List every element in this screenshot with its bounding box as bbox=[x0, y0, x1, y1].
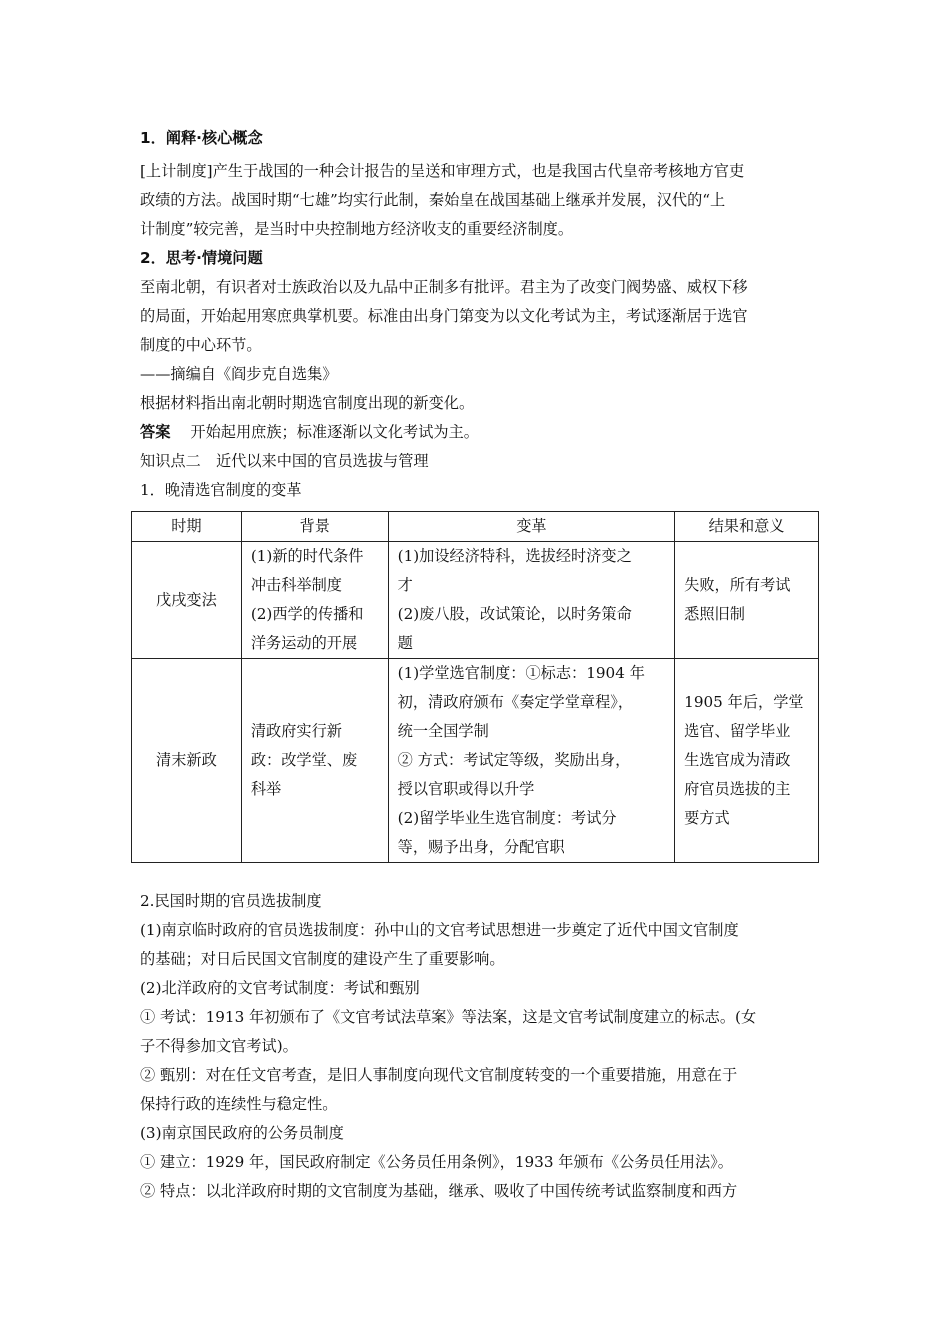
section1-line: [上计制度]产生于战国的一种会计报告的呈送和审理方式，也是我国古代皇帝考核地方官吏 bbox=[140, 162, 745, 180]
cell-text: 题 bbox=[397, 634, 413, 652]
cell-text: 冲击科举制度 bbox=[250, 576, 342, 594]
header-result: 结果和意义 bbox=[675, 512, 819, 542]
header-background: 背景 bbox=[241, 512, 388, 542]
answer-label: 答案 bbox=[140, 423, 171, 441]
cell-text: 初，清政府颁布《奏定学堂章程》， bbox=[397, 693, 634, 711]
cell-text: 统一全国学制 bbox=[397, 722, 489, 740]
cell-background bbox=[241, 542, 388, 659]
cell-period: 清末新政 bbox=[132, 659, 242, 863]
header-period: 时期 bbox=[132, 512, 242, 542]
cell-text: 失败，所有考试 bbox=[684, 576, 791, 594]
section1-line: 政绩的方法。战国时期“七雄”均实行此制，秦始皇在战国基础上继承并发展，汉代的“上 bbox=[140, 191, 726, 209]
section2-heading: 2．思考·情境问题 bbox=[140, 249, 263, 267]
cell-text: 悉照旧制 bbox=[684, 605, 745, 623]
cell-text: 要方式 bbox=[684, 809, 730, 827]
republic-line: (2)北洋政府的文官考试制度：考试和甄别 bbox=[140, 979, 420, 997]
cell-text: 等，赐予出身，分配官职 bbox=[397, 838, 565, 856]
cell-text: (2)西学的传播和 bbox=[250, 605, 364, 623]
source-citation: ——摘编自《阎步克自选集》 bbox=[140, 365, 338, 383]
cell-period: 戊戌变法 bbox=[132, 542, 242, 659]
cell-text: 生选官成为清政 bbox=[684, 751, 791, 769]
cell-text: (2)留学毕业生选官制度：考试分 bbox=[397, 809, 617, 827]
republic-heading: 2.民国时期的官员选拔制度 bbox=[140, 892, 322, 910]
republic-line: ① 建立：1929 年，国民政府制定《公务员任用条例》，1933 年颁布《公务员任用法》。 bbox=[140, 1153, 733, 1171]
cell-text: 洋务运动的开展 bbox=[250, 634, 358, 652]
cell-result bbox=[675, 659, 819, 863]
answer-line bbox=[140, 418, 820, 447]
cell-background bbox=[241, 659, 388, 863]
republic-line: ① 考试：1913 年初颁布了《文官考试法草案》等法案，这是文官考试制度建立的标志。(女 bbox=[140, 1008, 757, 1026]
late-qing-heading: 1．晚清选官制度的变革 bbox=[140, 481, 302, 499]
cell-text: 科举 bbox=[250, 780, 282, 798]
document-page bbox=[140, 124, 820, 1206]
cell-text: 选官、留学毕业 bbox=[684, 722, 791, 740]
republic-line: 保持行政的连续性与稳定性。 bbox=[140, 1095, 338, 1113]
section1-line: 计制度”较完善，是当时中央控制地方经济收支的重要经济制度。 bbox=[140, 220, 574, 238]
cell-text: (2)废八股，改试策论，以时务策命 bbox=[397, 605, 632, 623]
cell-reform bbox=[388, 659, 675, 863]
republic-line: 的基础；对日后民国文官制度的建设产生了重要影响。 bbox=[140, 950, 505, 968]
answer-text: 开始起用庶族；标准逐渐以文化考试为主。 bbox=[190, 423, 479, 441]
republic-line: 子不得参加文官考试)。 bbox=[140, 1037, 298, 1055]
section2-line: 的局面，开始起用寒庶典掌机要。标准由出身门第变为以文化考试为主，考试逐渐居于选官 bbox=[140, 307, 748, 325]
republic-line: ② 特点：以北洋政府时期的文官制度为基础，继承、吸收了中国传统考试监察制度和西方 bbox=[140, 1182, 738, 1200]
cell-reform bbox=[388, 542, 675, 659]
cell-text: (1)学堂选官制度：①标志：1904 年 bbox=[397, 664, 645, 682]
cell-text: 授以官职或得以升学 bbox=[397, 780, 535, 798]
cell-text: 政：改学堂、废 bbox=[250, 751, 358, 769]
cell-text: 才 bbox=[397, 576, 413, 594]
republic-line: (3)南京国民政府的公务员制度 bbox=[140, 1124, 344, 1142]
cell-text: 1905 年后，学堂 bbox=[684, 693, 804, 711]
section1-heading: 1．阐释·核心概念 bbox=[140, 129, 263, 147]
table-header-row bbox=[132, 512, 819, 542]
cell-text: (1)加设经济特科，选拔经时济变之 bbox=[397, 547, 632, 565]
header-reform: 变革 bbox=[388, 512, 675, 542]
table-row bbox=[132, 542, 819, 659]
cell-result bbox=[675, 542, 819, 659]
table-row bbox=[132, 659, 819, 863]
knowledge-point-title: 知识点二 近代以来中国的官员选拔与管理 bbox=[140, 452, 429, 470]
cell-text: 府官员选拔的主 bbox=[684, 780, 791, 798]
section2-line: 制度的中心环节。 bbox=[140, 336, 262, 354]
reform-table bbox=[131, 511, 819, 863]
republic-line: ② 甄别：对在任文官考查，是旧人事制度向现代文官制度转变的一个重要措施，用意在于 bbox=[140, 1066, 738, 1084]
cell-text: 清政府实行新 bbox=[250, 722, 342, 740]
cell-text: ② 方式：考试定等级，奖励出身， bbox=[397, 751, 631, 769]
section2-line: 至南北朝，有识者对士族政治以及九品中正制多有批评。君主为了改变门阀势盛、威权下移 bbox=[140, 278, 748, 296]
cell-text: (1)新的时代条件 bbox=[250, 547, 364, 565]
republic-line: (1)南京临时政府的官员选拔制度：孙中山的文官考试思想进一步奠定了近代中国文官制度 bbox=[140, 921, 739, 939]
question-text: 根据材料指出南北朝时期选官制度出现的新变化。 bbox=[140, 394, 475, 412]
